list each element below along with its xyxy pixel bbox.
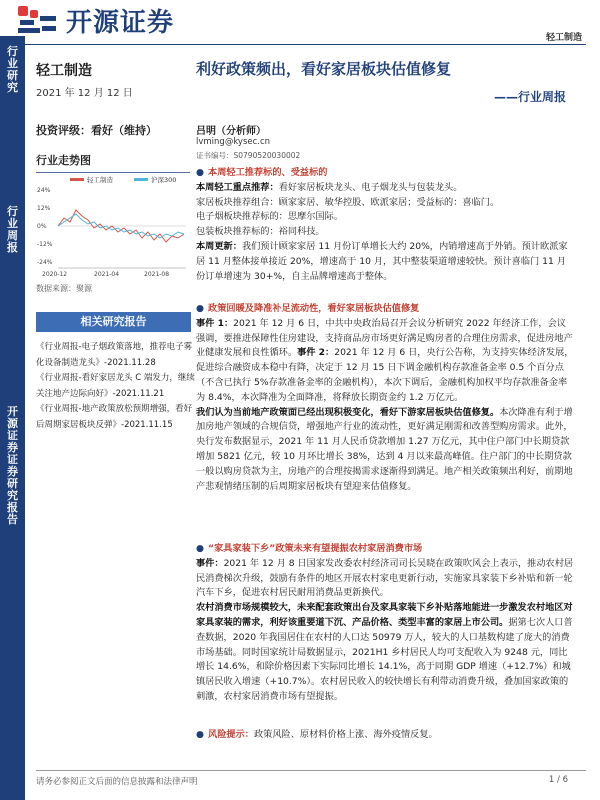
paragraph: 事件 1：2021 年 12 月 6 日，中共中央政治局召开会议分析研究 2022 年经济工作，会议强调，要推进保障性住房建设，支持商品房市场更好满足购房者的合理住房需求，促进房地产业健康发展和良性循环。事件 2：2021 年 12 月 6 日，央行公告称，为支持实体经济发展，促进综合融资成本稳中有降，决定于 12 月 15 日下调金融机构存款准备金率 0.5 个百分点（不含已执行 5%存款准备金率的金融机构），本次下调后，金融机构加权平均存款准备金率为 8.4%，本次降准为全面降准，将释放长期资金约 1.2 万亿元。 — [196, 317, 574, 403]
legend-light-industry: 轻工制造 — [87, 176, 113, 184]
header-divider — [14, 44, 586, 45]
trend-chart-title: 行业走势图 — [36, 154, 91, 167]
strip-mid-text: 行业周报 — [7, 205, 18, 254]
xtick: 2021-04 — [94, 271, 120, 278]
legend-swatch-light-industry — [70, 178, 84, 181]
paragraph: 农村消费市场规模较大，未来配套政策出台及家具家装下乡补贴落地能进一步激发农村地区对家具家装的需求，利好该重要道下沉、产品价格、类型丰富的家居上市公司。据第七次人口普查数据，2020 年我国居住在农村的人口达 50979 万人，较大的人口基数构建了庞大的消费市场基础。同时国家统计局数据显示，2021H1 乡村居民人均可支配收入为 9248 元，同比增长 14.6%，和除价格因素下实际同比增长 14.1%，高于同期 GDP 增速（+12.7%）和城镇居民收入增速（+10.7%）。农村居民收入的较快增长有利带动消费升级，叠加国家政策的刺激，农村家居消费市场有望提振。 — [196, 602, 573, 702]
related-reports-list — [36, 340, 196, 433]
bullet-icon: ● — [196, 303, 205, 314]
related-report-item[interactable]: 《行业周报-地产政策放松预期增强，看好后周期家居板块反弹》-2021.11.15 — [36, 404, 193, 430]
paragraph: 电子烟板块推荐标的：思摩尔国际。 — [196, 211, 343, 223]
ytick: 24% — [37, 187, 51, 194]
analyst-cert: 证书编号：S0790520030002 — [196, 151, 301, 160]
strip-bottom-text: 开源证券 证券研究报告 — [7, 405, 18, 526]
investment-rating: 投资评级：看好（维持） — [36, 124, 157, 137]
paragraph: 家居板块推荐组合：顾家家居、敏华控股、欧派家居；受益标的：喜临门。 — [196, 196, 500, 208]
report-subtitle: ——行业周报 — [493, 90, 566, 104]
ytick: -24% — [37, 259, 53, 266]
chart-source: 数据来源：聚源 — [36, 284, 92, 293]
ytick: 0% — [37, 223, 47, 230]
section-heading: ● 政策回暖及降准补足流动性，看好家居板块估值修复 — [196, 303, 420, 314]
paragraph: 本周更新：我们预计顾家家居 11 月份订单增长大约 20%，内销增速高于外销。预计欧派家居 11 月整体接单接近 20%，增速高于 10 月，其中整装渠道增速较快。预计喜临门 11 月份订单增速为 30+%，自主品牌增速高于整体。 — [196, 240, 568, 282]
section-heading: ● “家具家装下乡”政策未来有望提振农村家居消费市场 — [196, 543, 423, 554]
section-heading: ● 本周轻工推荐标的、受益标的 — [196, 167, 328, 178]
report-date: 2021 年 12 月 12 日 — [36, 88, 133, 99]
xtick: 2020-12 — [42, 271, 68, 278]
bullet-icon: ● — [196, 167, 205, 178]
ytick: -12% — [37, 241, 53, 248]
report-title: 利好政策频出，看好家居板块估值修复 — [196, 60, 452, 78]
strip-top-text: 行业研究 — [7, 45, 18, 94]
industry-trend-chart — [36, 172, 190, 278]
side-strip — [0, 36, 25, 800]
paragraph: 事件：2021 年 12 月 8 日国家发改委农村经济司司长吴晓在政策吹风会上表示，推动农村居民消费梯次升级，鼓励有条件的地区开展农村家电更新行动，实施家具家装下乡补贴和新一轮汽车下乡，促进农村居民耐用消费品更新换代。 — [196, 557, 574, 599]
brand-name: 开源证券 — [66, 8, 175, 38]
paragraph: 包装板块推荐标的：裕同科技。 — [196, 226, 325, 238]
xtick: 2021-08 — [144, 271, 170, 278]
footer-divider — [36, 770, 586, 771]
analyst-name: 吕明（分析师） — [196, 126, 266, 137]
related-report-item[interactable]: 《行业周报-看好家居龙头 C 端发力，继续关注地产边际向好》-2021.11.21 — [36, 373, 195, 399]
bullet-icon: ● — [196, 543, 205, 554]
footer-disclaimer: 请务必参阅正文后面的信息披露和法律声明 — [36, 777, 198, 787]
legend-swatch-csi300 — [134, 178, 148, 181]
ytick: 12% — [37, 205, 51, 212]
header-sector-label: 轻工制造 — [545, 33, 582, 43]
legend-csi300: 沪深300 — [151, 176, 177, 184]
section-risk — [196, 728, 574, 743]
analyst-email[interactable]: lvming@kysec.cn — [196, 137, 271, 147]
related-report-item[interactable]: 《行业周报-电子烟政策落地，推荐电子雾化设备制造龙头》-2021.11.28 — [36, 342, 193, 368]
sector-title: 轻工制造 — [36, 63, 92, 79]
paragraph: ● 风险提示：政策风险、原材料价格上涨、海外疫情反复。 — [196, 729, 438, 740]
section-rural — [196, 542, 574, 705]
paragraph: 我们认为当前地产政策面已经出现积极变化，看好下游家居板块估值修复。本次降准有利于增加房地产领域的合规信贷，增强地产行业的流动性，更好满足刚需和改善型购房需求。此外，央行发布数据显示，2021 年 11 月人民币贷款增加 1.27 万亿元，其中住户部门中长期贷款增加 5821 亿元，较 10 月环比增长 38%，达到 4 月以来最高峰值。住户部门的中长期贷款一般以购房贷款为主，房地产的合理按揭需求逐渐得到满足。地产相关政策频出利好，前期地产悲观情绪压制的后周期家居板块有望迎来估值修复。 — [196, 406, 573, 492]
page-number: 1 / 6 — [548, 775, 568, 785]
bullet-icon: ● — [196, 729, 205, 740]
section-policy — [196, 302, 574, 494]
paragraph: 本周轻工重点推荐：看好家居板块龙头、电子烟龙头与包装龙头。 — [196, 181, 463, 193]
section-recommendations — [196, 166, 574, 284]
related-reports-title: 相关研究报告 — [36, 312, 191, 332]
